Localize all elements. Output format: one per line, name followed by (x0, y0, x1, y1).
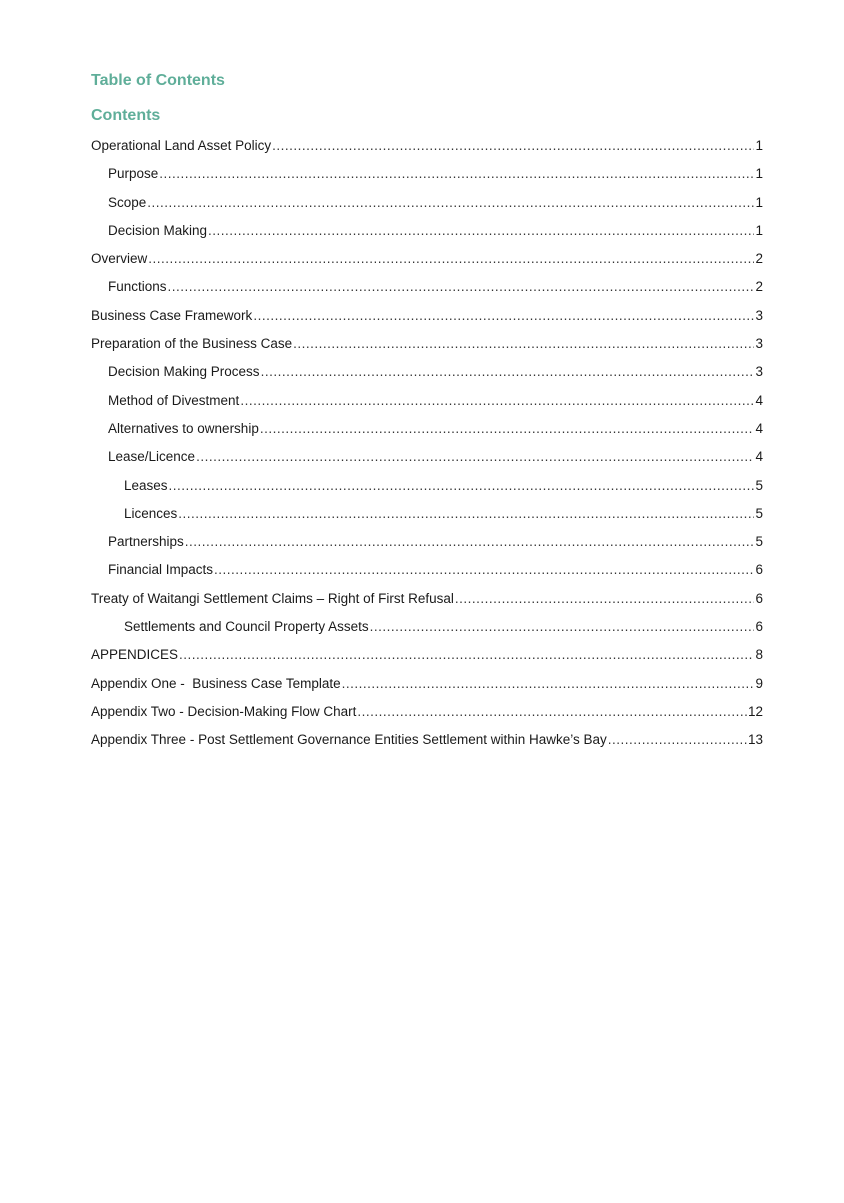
toc-list (91, 134, 763, 757)
toc-entry-page-number[interactable]: 5 (755, 505, 763, 521)
toc-entry-page-number[interactable]: 4 (755, 392, 763, 408)
toc-dot-leader (178, 502, 754, 526)
toc-entry-page-number[interactable]: 8 (755, 647, 763, 663)
toc-entry-page-number[interactable]: 6 (755, 562, 763, 578)
toc-entry-title[interactable]: Method of Divestment (108, 392, 240, 408)
toc-entry-title[interactable]: Appendix Three - Post Settlement Governance Entities Settlement within Hawke’s Bay (91, 732, 607, 748)
toc-entry-page-number[interactable]: 13 (747, 732, 763, 748)
toc-dot-leader (168, 275, 755, 299)
toc-dot-leader (253, 304, 754, 328)
toc-entry[interactable] (91, 700, 763, 728)
toc-entry-title[interactable]: Purpose (108, 166, 159, 182)
toc-entry-title[interactable]: Lease/Licence (108, 449, 196, 465)
toc-entry-page-number[interactable]: 3 (755, 336, 763, 352)
table-of-contents-heading: Table of Contents (91, 72, 225, 89)
toc-entry-title[interactable]: Appendix One - Business Case Template (91, 675, 341, 691)
toc-entry[interactable] (91, 304, 763, 332)
toc-entry[interactable] (91, 672, 763, 700)
toc-entry[interactable] (91, 360, 763, 388)
toc-entry-title[interactable]: Decision Making (108, 222, 208, 238)
toc-entry-title[interactable]: Scope (108, 194, 147, 210)
toc-entry-title[interactable]: Licences (124, 505, 178, 521)
toc-entry[interactable] (91, 530, 763, 558)
toc-dot-leader (148, 247, 754, 271)
toc-entry-page-number[interactable]: 4 (755, 420, 763, 436)
toc-entry[interactable] (91, 191, 763, 219)
toc-entry-page-number[interactable]: 12 (747, 703, 763, 719)
toc-entry-page-number[interactable]: 1 (755, 138, 763, 153)
toc-dot-leader (342, 672, 755, 696)
toc-entry-title[interactable]: Partnerships (108, 534, 184, 550)
toc-entry[interactable] (91, 587, 763, 615)
toc-dot-leader (608, 728, 747, 752)
toc-entry[interactable] (91, 332, 763, 360)
toc-entry-page-number[interactable]: 5 (755, 534, 763, 550)
toc-entry[interactable] (91, 162, 763, 190)
toc-dot-leader (455, 587, 755, 611)
toc-entry[interactable] (91, 643, 763, 671)
toc-dot-leader (261, 360, 755, 384)
toc-entry[interactable] (91, 502, 763, 530)
toc-entry[interactable] (91, 558, 763, 586)
toc-dot-leader (293, 332, 754, 356)
contents-heading: Contents (91, 107, 161, 124)
toc-dot-leader (185, 530, 755, 554)
toc-entry-title[interactable]: Operational Land Asset Policy (91, 138, 272, 153)
toc-dot-leader (159, 162, 754, 186)
toc-dot-leader (357, 700, 747, 724)
toc-entry-title[interactable]: Functions (108, 279, 167, 295)
toc-entry-title[interactable]: Decision Making Process (108, 364, 260, 380)
toc-entry-page-number[interactable]: 5 (755, 477, 763, 493)
toc-dot-leader (179, 643, 754, 667)
toc-entry-title[interactable]: Overview (91, 251, 148, 267)
toc-entry-title[interactable]: Settlements and Council Property Assets (124, 619, 369, 635)
toc-entry[interactable] (91, 219, 763, 247)
toc-entry[interactable] (91, 275, 763, 303)
toc-dot-leader (196, 445, 754, 469)
toc-entry-page-number[interactable]: 1 (755, 166, 763, 182)
toc-entry-title[interactable]: Business Case Framework (91, 307, 253, 323)
toc-dot-leader (370, 615, 755, 639)
toc-dot-leader (240, 389, 754, 413)
toc-entry-title[interactable]: Financial Impacts (108, 562, 214, 578)
toc-entry-page-number[interactable]: 1 (755, 222, 763, 238)
toc-dot-leader (260, 417, 755, 441)
toc-entry-page-number[interactable]: 4 (755, 449, 763, 465)
toc-entry-title[interactable]: Appendix Two - Decision-Making Flow Chart (91, 703, 357, 719)
toc-entry-title[interactable]: Leases (124, 477, 168, 493)
toc-entry[interactable] (91, 247, 763, 275)
toc-entry-page-number[interactable]: 3 (755, 364, 763, 380)
toc-entry[interactable] (91, 445, 763, 473)
toc-entry[interactable] (91, 134, 763, 162)
toc-entry[interactable] (91, 389, 763, 417)
toc-entry[interactable] (91, 615, 763, 643)
toc-entry-title[interactable]: Treaty of Waitangi Settlement Claims – Right of First Refusal (91, 590, 454, 606)
toc-dot-leader (147, 191, 754, 215)
toc-entry[interactable] (91, 474, 763, 502)
toc-dot-leader (214, 558, 754, 582)
toc-entry-title[interactable]: Preparation of the Business Case (91, 336, 293, 352)
toc-entry-page-number[interactable]: 2 (755, 279, 763, 295)
toc-dot-leader (169, 474, 755, 498)
toc-entry[interactable] (91, 728, 763, 756)
toc-entry-page-number[interactable]: 6 (755, 619, 763, 635)
toc-entry-title[interactable]: APPENDICES (91, 647, 179, 663)
toc-entry[interactable] (91, 417, 763, 445)
toc-entry-page-number[interactable]: 3 (755, 307, 763, 323)
toc-dot-leader (208, 219, 754, 243)
toc-entry-page-number[interactable]: 1 (755, 194, 763, 210)
toc-entry-page-number[interactable]: 9 (755, 675, 763, 691)
toc-dot-leader (272, 134, 754, 158)
toc-entry-page-number[interactable]: 6 (755, 590, 763, 606)
toc-entry-title[interactable]: Alternatives to ownership (108, 420, 259, 436)
toc-entry-page-number[interactable]: 2 (755, 251, 763, 267)
